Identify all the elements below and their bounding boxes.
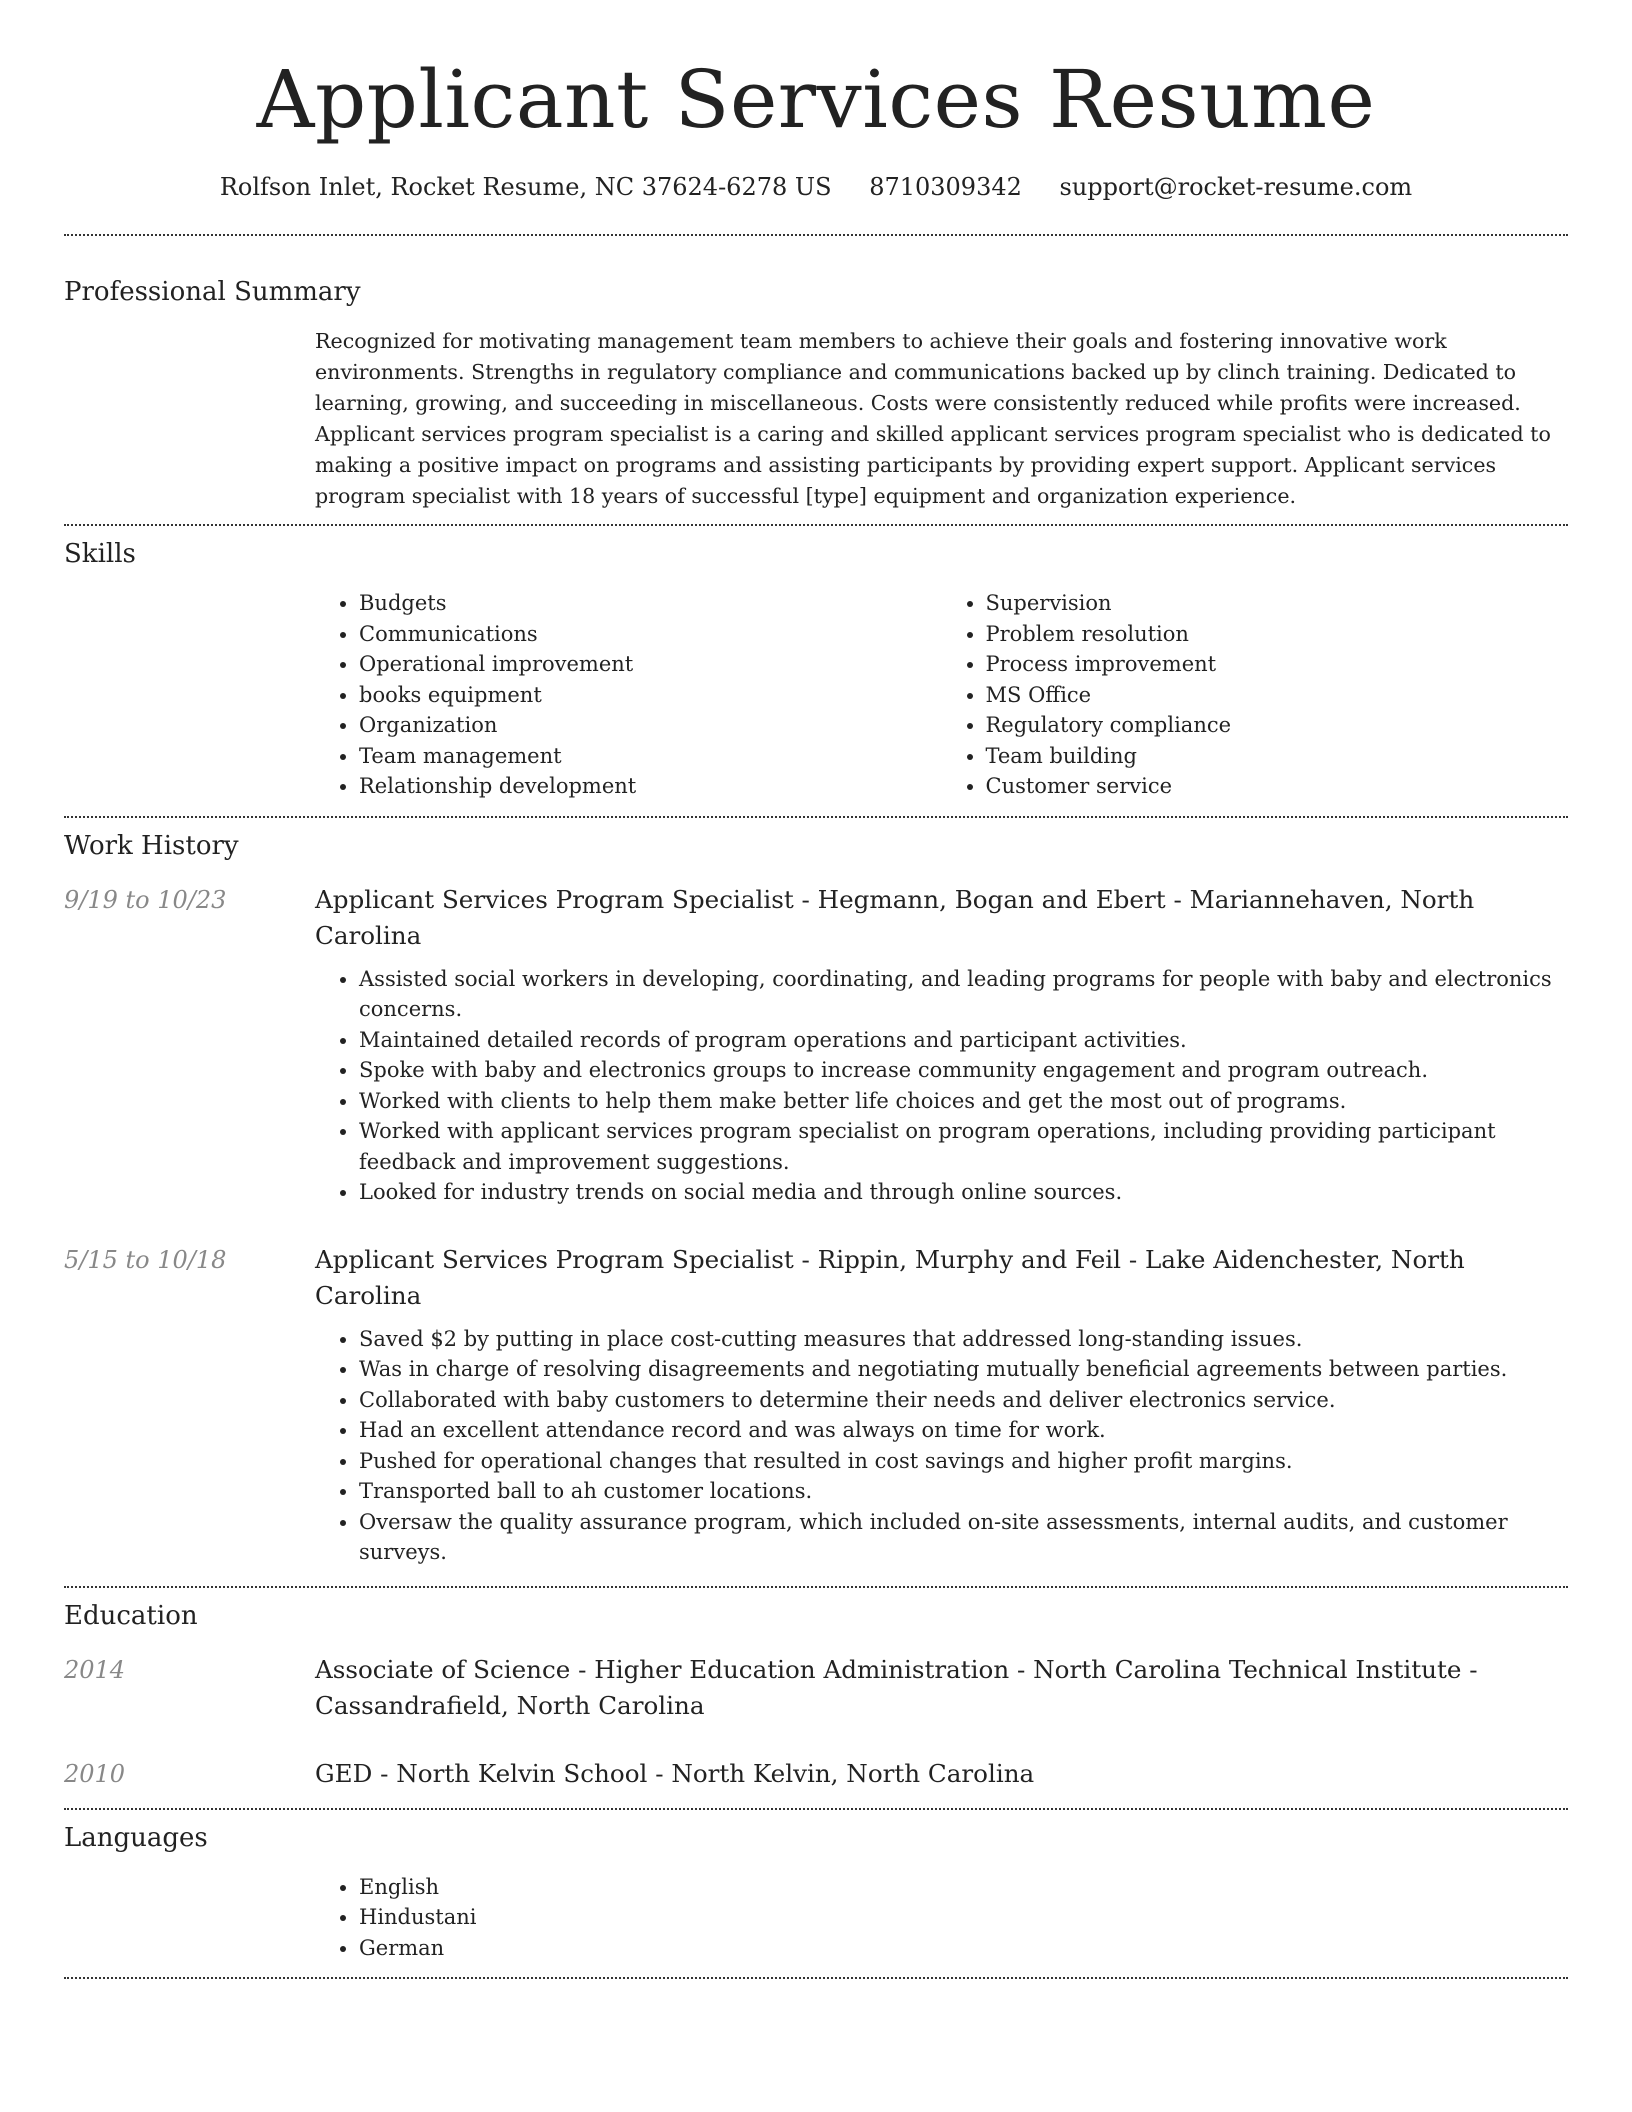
divider <box>64 1977 1568 1979</box>
skill-item: • books equipment <box>359 680 942 711</box>
work-entry <box>64 1242 1568 1568</box>
divider <box>64 234 1568 236</box>
resume-page <box>64 0 1568 1979</box>
work-bullet: • Pushed for operational changes that resulted in cost savings and higher profit margins. <box>359 1446 1568 1477</box>
divider <box>64 524 1568 526</box>
work-title: Applicant Services Program Specialist - Hegmann, Bogan and Ebert - Mariannehaven, North Carolina <box>315 884 1475 950</box>
skills-list <box>315 588 1568 802</box>
skill-item: • Process improvement <box>986 649 1569 680</box>
skill-item: • Operational improvement <box>359 649 942 680</box>
education-details: Associate of Science - Higher Education Administration - North Carolina Technical Institute - Cassandrafield, North Carolina <box>315 1654 1478 1720</box>
work-date: 5/15 to 10/18 <box>64 1245 227 1274</box>
skills-column-left <box>315 588 942 802</box>
skill-item: • Relationship development <box>359 771 942 802</box>
skill-item: • Customer service <box>986 771 1569 802</box>
work-bullet: • Transported ball to ah customer locations. <box>359 1476 1568 1507</box>
section-title-work-history: Work History <box>64 830 239 861</box>
divider <box>64 1586 1568 1588</box>
summary-text: Recognized for motivating management team members to achieve their goals and fostering innovative work environments. Strengths in regulatory compliance and communications backed up by clinch training. Dedicated to learning, growing, and succeeding in miscellaneous. Costs were consistently reduced while profits were increased. Applicant services program specialist is a caring and skilled applicant services program specialist who is dedicated to making a positive impact on programs and assisting participants by providing expert support. Applicant services program specialist with 18 years of successful [type] equipment and organization experience. <box>315 329 1551 508</box>
work-bullet: • Was in charge of resolving disagreements and negotiating mutually beneficial agreements between parties. <box>359 1354 1568 1385</box>
contact-line <box>64 170 1568 204</box>
education-details: GED - North Kelvin School - North Kelvin, North Carolina <box>315 1758 1035 1788</box>
divider <box>64 816 1568 818</box>
work-bullet: • Oversaw the quality assurance program, which included on-site assessments, internal audits, and customer surveys. <box>359 1507 1568 1568</box>
language-item: • German <box>359 1933 1568 1964</box>
work-bullets <box>315 964 1568 1208</box>
section-title-languages: Languages <box>64 1822 208 1853</box>
skill-item: • Supervision <box>986 588 1569 619</box>
work-bullet: • Maintained detailed records of program operations and participant activities. <box>359 1025 1568 1056</box>
work-entry <box>64 882 1568 1208</box>
skills-column-right <box>942 588 1569 802</box>
work-details <box>315 1242 1568 1568</box>
skill-item: • Budgets <box>359 588 942 619</box>
work-bullet: • Had an excellent attendance record and was always on time for work. <box>359 1415 1568 1446</box>
skill-item: • Communications <box>359 619 942 650</box>
divider <box>64 1808 1568 1810</box>
skill-item: • Organization <box>359 710 942 741</box>
work-bullet: • Spoke with baby and electronics groups to increase community engagement and program outreach. <box>359 1055 1568 1086</box>
education-entry <box>64 1652 1568 1724</box>
section-title-education: Education <box>64 1600 198 1631</box>
section-title-skills: Skills <box>64 539 136 569</box>
language-item: • Hindustani <box>359 1902 1568 1933</box>
education-date: 2010 <box>64 1759 126 1788</box>
work-bullets <box>315 1324 1568 1568</box>
skill-item: • Team management <box>359 741 942 772</box>
work-bullet: • Worked with applicant services program specialist on program operations, including providing participant feedback and improvement suggestions. <box>359 1116 1568 1177</box>
work-details <box>315 882 1568 1208</box>
contact-email[interactable]: support@rocket-resume.com <box>1059 173 1413 201</box>
skill-item: • Team building <box>986 741 1569 772</box>
language-item: • English <box>359 1872 1568 1903</box>
skill-item: • Problem resolution <box>986 619 1569 650</box>
work-date: 9/19 to 10/23 <box>64 885 227 914</box>
section-title-summary: Professional Summary <box>64 277 361 307</box>
skill-item: • Regulatory compliance <box>986 710 1569 741</box>
work-title: Applicant Services Program Specialist - Rippin, Murphy and Feil - Lake Aidenchester, North Carolina <box>315 1244 1465 1310</box>
contact-address: Rolfson Inlet, Rocket Resume, NC 37624-6278 US <box>219 173 832 201</box>
work-bullet: • Worked with clients to help them make better life choices and get the most out of programs. <box>359 1086 1568 1117</box>
work-bullet: • Collaborated with baby customers to determine their needs and deliver electronics service. <box>359 1385 1568 1416</box>
contact-phone: 8710309342 <box>869 173 1022 201</box>
languages-bullets <box>315 1872 1568 1964</box>
education-date: 2014 <box>64 1655 126 1684</box>
education-entry <box>64 1756 1568 1792</box>
languages-list <box>315 1872 1568 1964</box>
resume-title: Applicant Services Resume <box>256 53 1376 146</box>
work-bullet: • Assisted social workers in developing, coordinating, and leading programs for people with baby and electronics concerns. <box>359 964 1568 1025</box>
skill-item: • MS Office <box>986 680 1569 711</box>
work-bullet: • Looked for industry trends on social media and through online sources. <box>359 1177 1568 1208</box>
work-bullet: • Saved $2 by putting in place cost-cutting measures that addressed long-standing issues. <box>359 1324 1568 1355</box>
